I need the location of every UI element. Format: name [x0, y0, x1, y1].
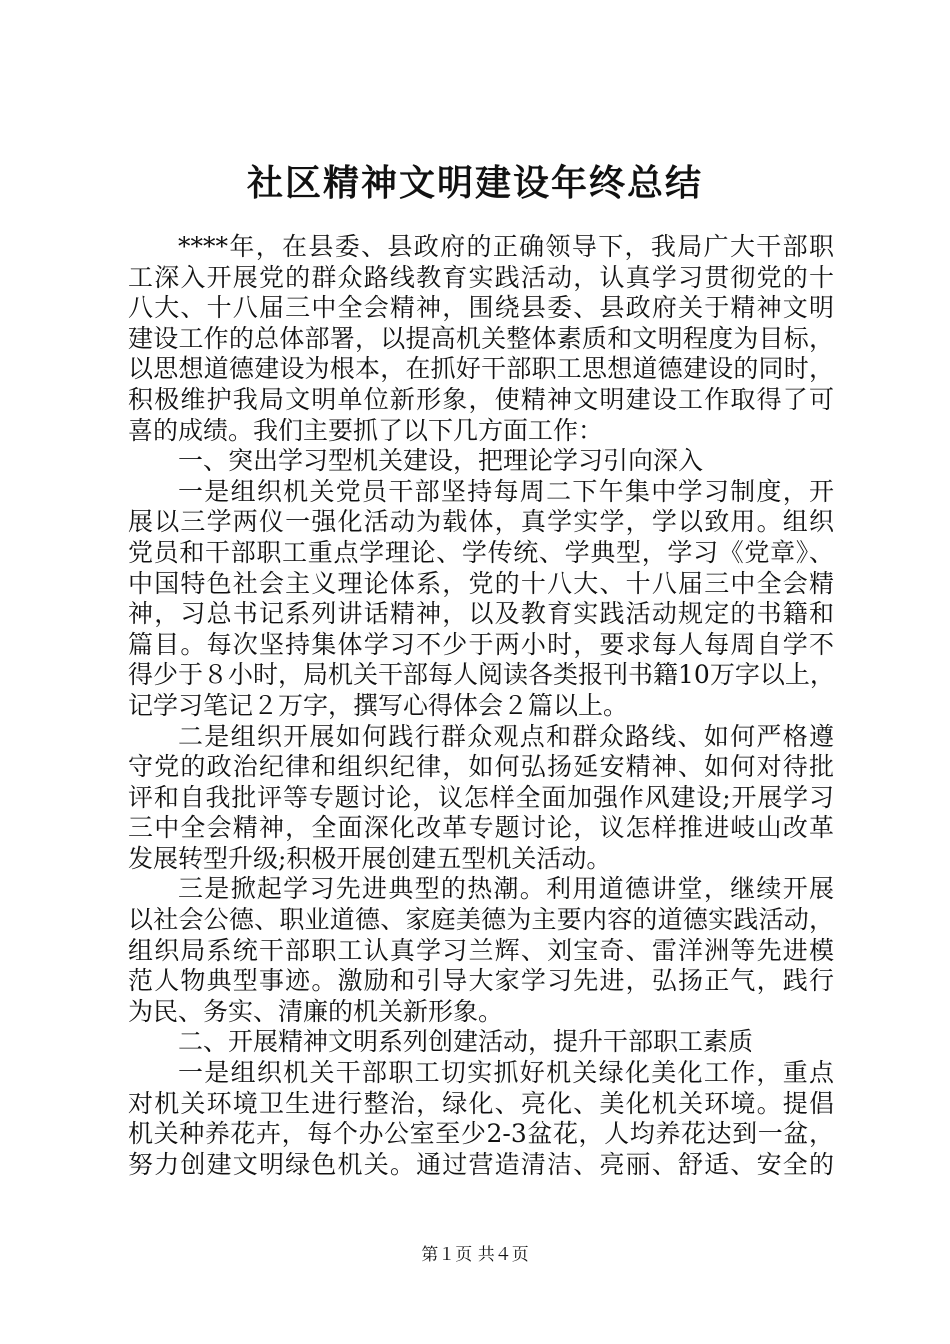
text-line: 一、突出学习型机关建设，把理论学习引向深入 [178, 446, 704, 476]
text-line: 一是组织机关党员干部坚持每周二下午集中学习制度，开 [178, 476, 834, 506]
text-line: 一是组织机关干部职工切实抓好机关绿化美化工作，重点 [178, 1058, 834, 1088]
text-line: 以社会公德、职业道德、家庭美德为主要内容的道德实践活动， [128, 905, 834, 935]
text-line: 八大、十八届三中全会精神，围绕县委、县政府关于精神文明 [128, 293, 834, 323]
text-line: 组织局系统干部职工认真学习兰辉、刘宝奇、雷洋洲等先进模 [128, 935, 834, 965]
text-line: 喜的成绩。我们主要抓了以下几方面工作： [128, 415, 604, 445]
page-number: 第１页 共４页 [421, 1245, 529, 1265]
text-line: 为民、务实、清廉的机关新形象。 [128, 996, 504, 1026]
text-line: 范人物典型事迹。激励和引导大家学习先进，弘扬正气，践行 [128, 966, 834, 996]
text-line: 机关种养花卉，每个办公室至少2-3盆花，人均养花达到一盆， [128, 1119, 834, 1149]
text-line: 工深入开展党的群众路线教育实践活动，认真学习贯彻党的十 [128, 262, 834, 292]
text-line: 二、开展精神文明系列创建活动，提升干部职工素质 [178, 1027, 754, 1057]
text-line: 对机关环境卫生进行整治，绿化、亮化、美化机关环境。提倡 [128, 1088, 834, 1118]
text-line: 评和自我批评等专题讨论，议怎样全面加强作风建设;开展学习 [128, 782, 834, 812]
document-title: 社区精神文明建设年终总结 [246, 162, 703, 204]
text-line: 党员和干部职工重点学理论、学传统、学典型，学习《党章》、 [128, 537, 834, 567]
text-line: ****年，在县委、县政府的正确领导下，我局广大干部职 [178, 232, 834, 261]
text-line: 得少于８小时，局机关干部每人阅读各类报刊书籍10万字以上， [128, 660, 835, 690]
text-line: 积极维护我局文明单位新形象，使精神文明建设工作取得了可 [128, 384, 834, 414]
text-line: 记学习笔记２万字，撰写心得体会２篇以上。 [128, 690, 629, 720]
text-line: 三是掀起学习先进典型的热潮。利用道德讲堂，继续开展 [178, 874, 834, 904]
text-line: 建设工作的总体部署，以提高机关整体素质和文明程度为目标， [128, 323, 834, 353]
text-line: 二是组织开展如何践行群众观点和群众路线、如何严格遵 [178, 721, 834, 751]
text-line: 神，习总书记系列讲话精神，以及教育实践活动规定的书籍和 [128, 599, 834, 629]
text-line: 三中全会精神，全面深化改革专题讨论，议怎样推进岐山改革 [128, 813, 834, 843]
text-line: 守党的政治纪律和组织纪律，如何弘扬延安精神、如何对待批 [128, 752, 834, 782]
text-line: 篇目。每次坚持集体学习不少于两小时，要求每人每周自学不 [128, 629, 834, 659]
document-body [128, 232, 834, 1180]
text-line: 中国特色社会主义理论体系，党的十八大、十八届三中全会精 [128, 568, 834, 598]
text-line: 以思想道德建设为根本，在抓好干部职工思想道德建设的同时， [128, 354, 834, 384]
text-line: 展以三学两仪一强化活动为载体，真学实学，学以致用。组织 [128, 507, 834, 537]
text-line: 发展转型升级;积极开展创建五型机关活动。 [128, 843, 612, 873]
text-line: 努力创建文明绿色机关。通过营造清洁、亮丽、舒适、安全的 [128, 1149, 834, 1179]
